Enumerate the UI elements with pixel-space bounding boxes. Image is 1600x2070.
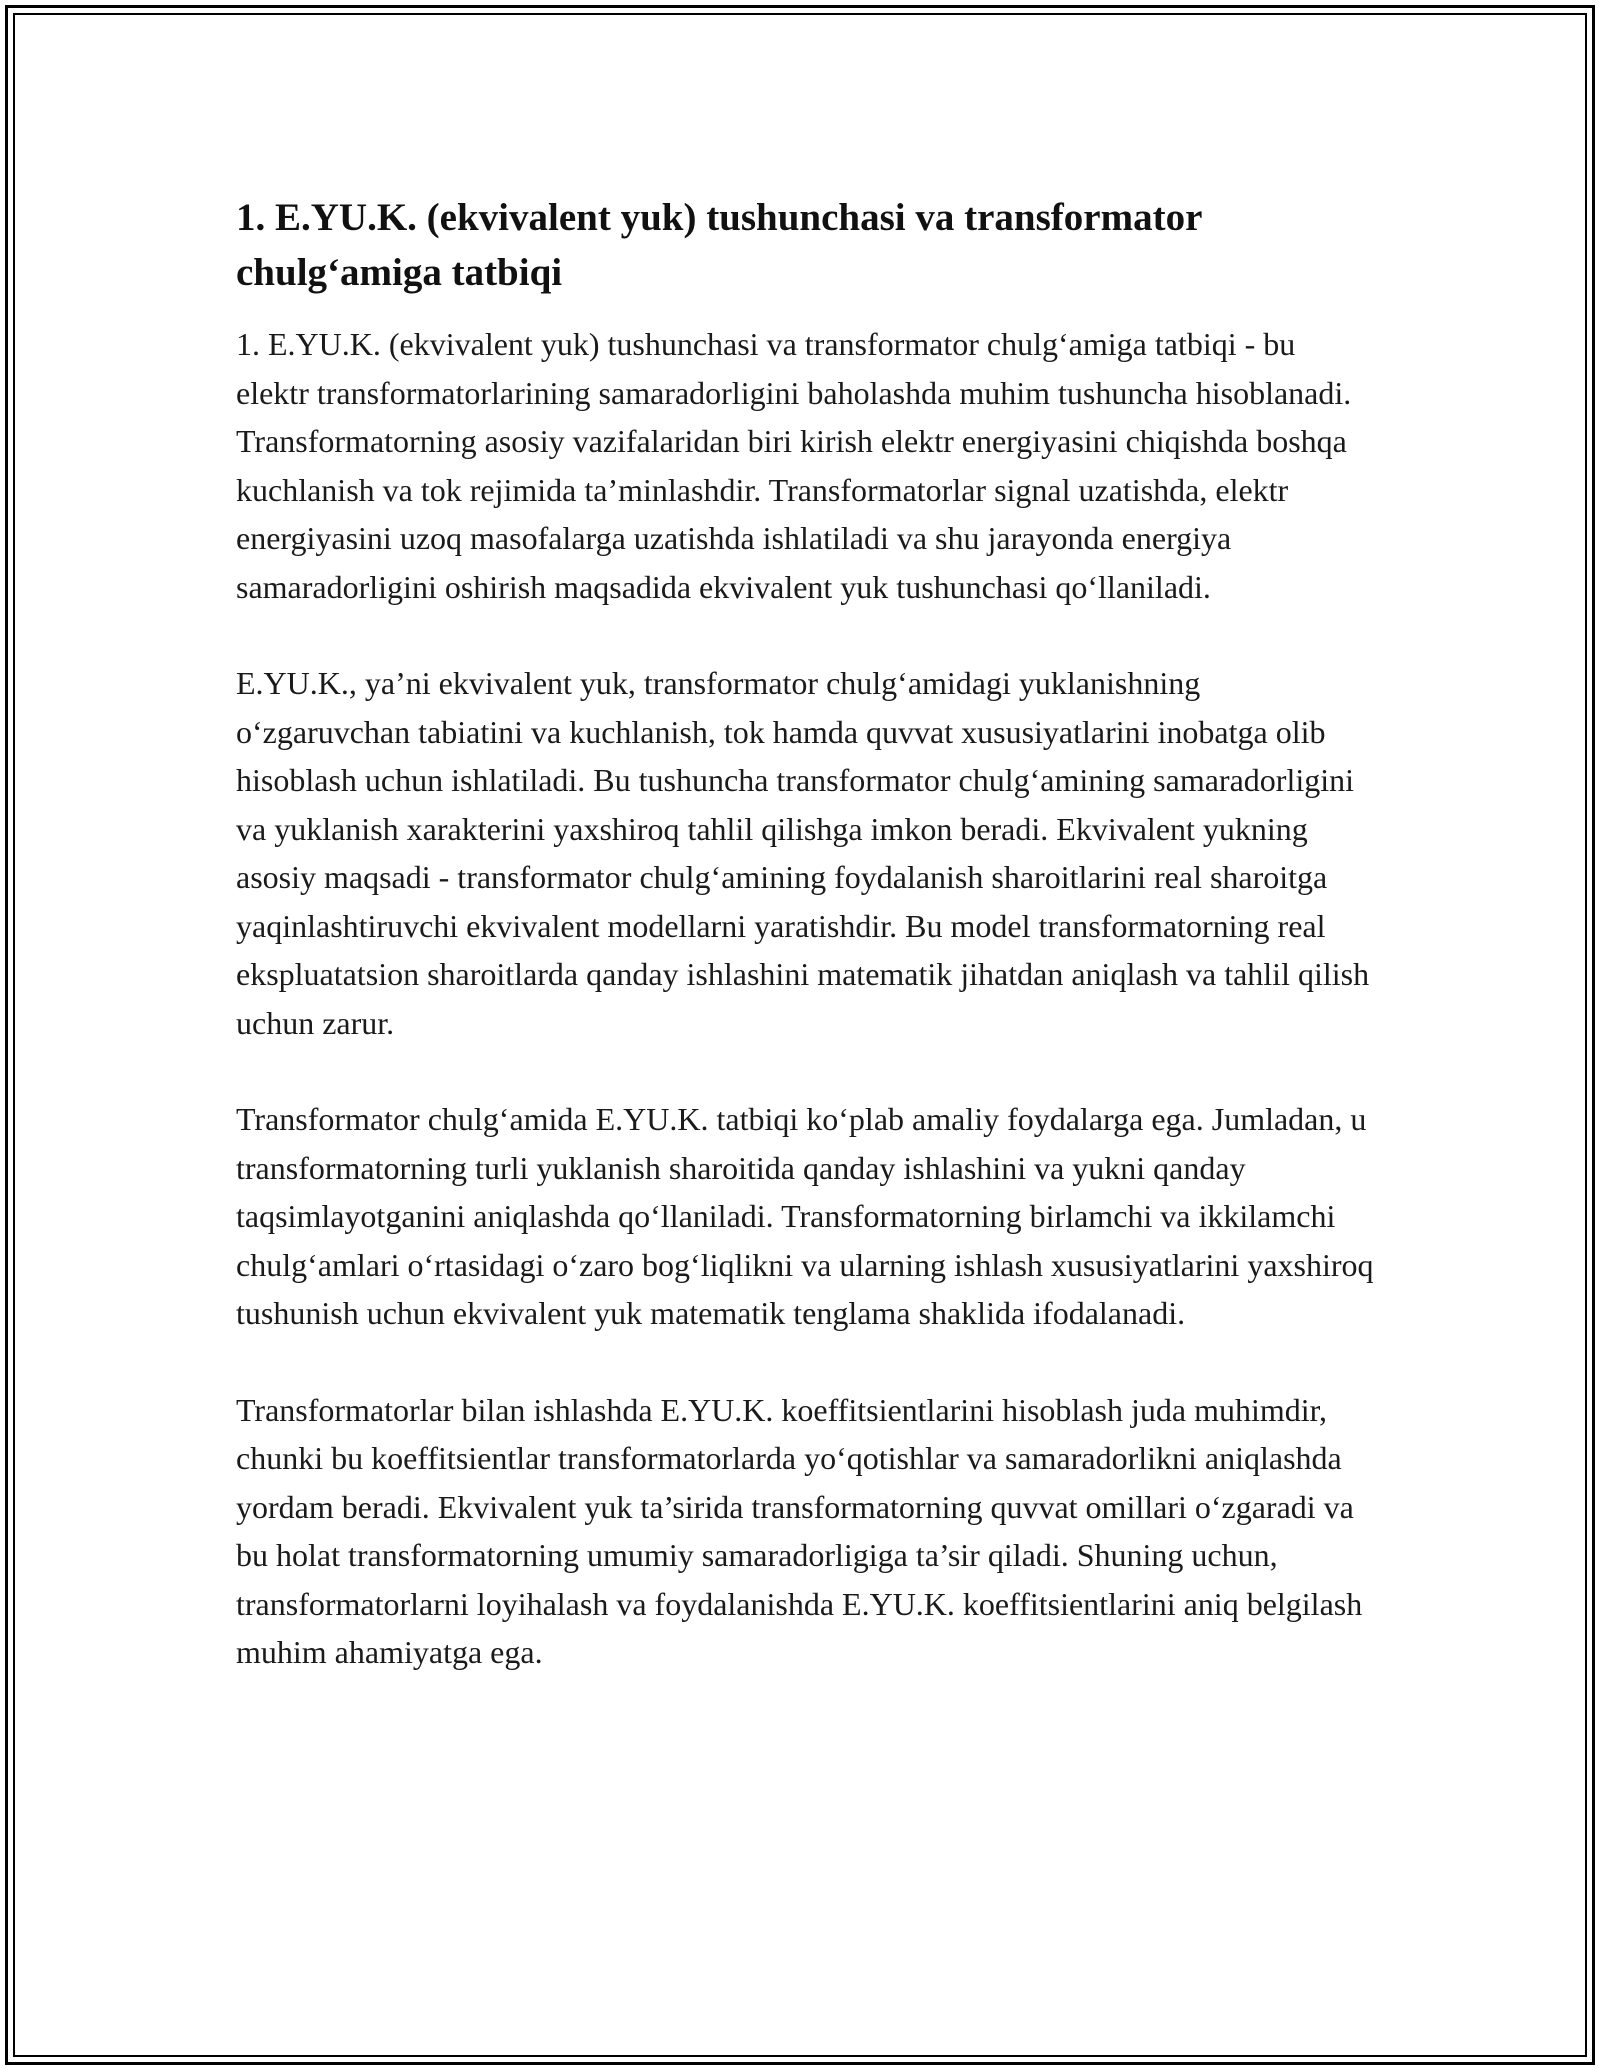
document-title: 1. E.YU.K. (ekvivalent yuk) tushunchasi va transformator chulg‘amiga tatbiqi — [236, 196, 1202, 294]
document-body — [236, 190, 1376, 1725]
paragraph-2: E.YU.K., ya’ni ekvivalent yuk, transformator chulg‘amidagi yuklanishning o‘zgaruvchan tabiatini va kuchlanish, tok hamda quvvat xususiyatlarini inobatga olib hisoblash uchun ishlatiladi. Bu tushuncha transformator chulg‘amining samaradorligini va yuklanish xarakterini yaxshiroq tahlil qilishga imkon beradi. Ekvivalent yukning asosiy maqsadi - transformator chulg‘amining foydalanish sharoitlarini real sharoitga yaqinlashtiruvchi ekvivalent modellarni yaratishdir. Bu model transformatorning real ekspluatatsion sharoitlarda qanday ishlashini matematik jihatdan aniqlash va tahlil qilish uchun zarur. — [236, 665, 1370, 1041]
paragraph-4: Transformatorlar bilan ishlashda E.YU.K. koeffitsientlarini hisoblash juda muhimdir, chunki bu koeffitsientlar transformatorlarda yo‘qotishlar va samaradorlikni aniqlashda yordam beradi. Ekvivalent yuk ta’sirida transformatorning quvvat omillari o‘zgaradi va bu holat transformatorning umumiy samaradorligiga ta’sir qiladi. Shuning uchun, transformatorlarni loyihalash va foydalanishda E.YU.K. koeffitsientlarini aniq belgilash muhim ahamiyatga ega. — [236, 1391, 1363, 1670]
paragraph-1: 1. E.YU.K. (ekvivalent yuk) tushunchasi va transformator chulg‘amiga tatbiqi - bu elektr transformatorlarining samaradorligini baholashda muhim tushuncha hisoblanadi. Transformatorning asosiy vazifalaridan biri kirish elektr energiyasini chiqishda boshqa kuchlanish va tok rejimida ta’minlashdir. Transformatorlar signal uzatishda, elektr energiyasini uzoq masofalarga uzatishda ishlatiladi va shu jarayonda energiya samaradorligini oshirish maqsadida ekvivalent yuk tushunchasi qo‘llaniladi. — [236, 326, 1352, 605]
paragraph-3: Transformator chulg‘amida E.YU.K. tatbiqi ko‘plab amaliy foydalarga ega. Jumladan, u transformatorning turli yuklanish sharoitida qanday ishlashini va yukni qanday taqsimlayotganini aniqlashda qo‘llaniladi. Transformatorning birlamchi va ikkilamchi chulg‘amlari o‘rtasidagi o‘zaro bog‘liqlikni va ularning ishlash xususiyatlarini yaxshiroq tushunish uchun ekvivalent yuk matematik tenglama shaklida ifodalanadi. — [236, 1101, 1374, 1331]
